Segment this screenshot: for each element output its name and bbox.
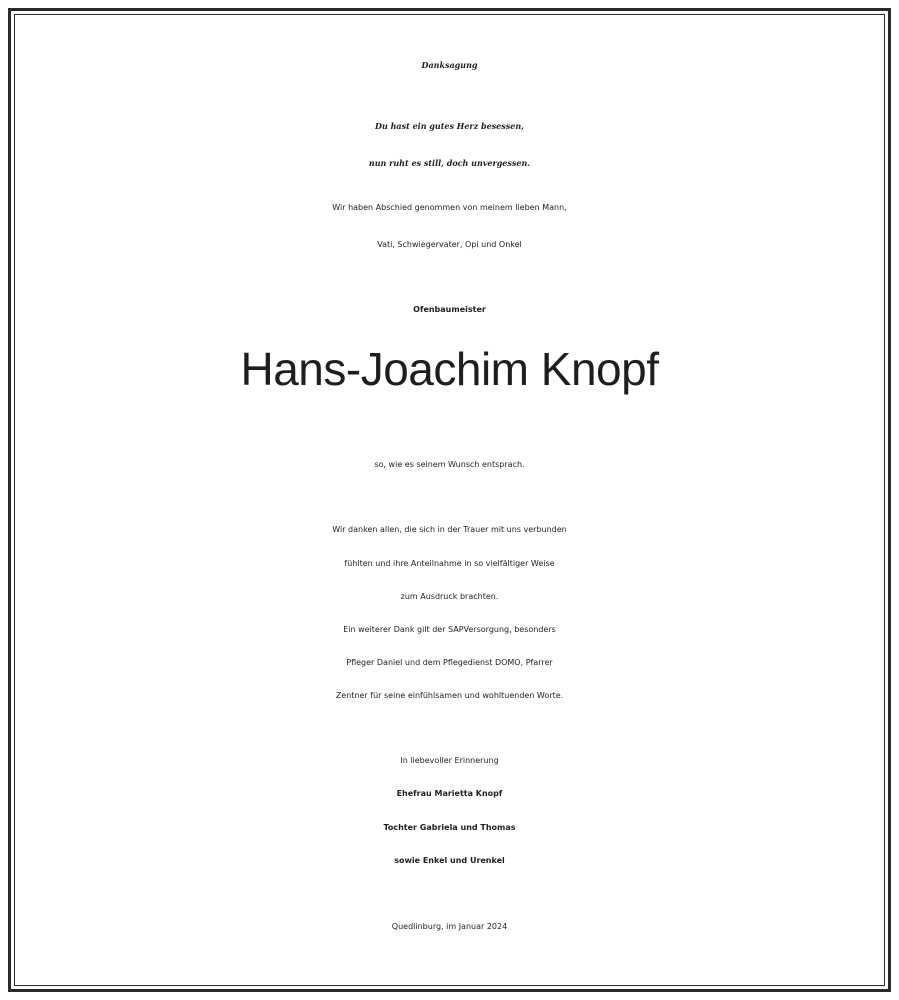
verse-line-1: Du hast ein gutes Herz besessen,: [375, 121, 524, 131]
mourner-line-2: Tochter Gabriela und Thomas: [383, 823, 516, 832]
wish-line: so, wie es seinem Wunsch entsprach.: [374, 460, 525, 469]
thanks-line-6: Zentner für seine einfühlsamen und wohltuenden Worte.: [335, 691, 564, 700]
thanks-line-2: fühlten und ihre Anteilnahme in so vielfältiger Weise: [344, 559, 555, 568]
intro-line-2: Vati, Schwiegervater, Opi und Onkel: [377, 240, 522, 249]
deceased-name: Hans-Joachim Knopf: [240, 343, 659, 395]
mourner-line-1: Ehefrau Marietta Knopf: [396, 789, 503, 798]
thanks-line-5: Pfleger Daniel und dem Pflegedienst DOMO, Pfarrer: [346, 658, 553, 667]
thanks-line-3: zum Ausdruck brachten.: [400, 592, 499, 601]
place-date: Quedlinburg, im Januar 2024: [391, 922, 508, 931]
thanks-line-1: Wir danken allen, die sich in der Trauer mit uns verbunden: [332, 525, 567, 534]
profession-title: Ofenbaumeister: [413, 305, 486, 314]
memory-intro: In liebevoller Erinnerung: [400, 756, 499, 765]
obituary-notice: [20, 0, 879, 1000]
notice-heading: Danksagung: [421, 60, 478, 70]
thanks-line-4: Ein weiterer Dank gilt der SAPVersorgung, besonders: [343, 625, 556, 634]
verse-line-2: nun ruht es still, doch unvergessen.: [368, 158, 531, 168]
mourner-line-3: sowie Enkel und Urenkel: [394, 856, 505, 865]
intro-line-1: Wir haben Abschied genommen von meinem lieben Mann,: [332, 203, 567, 212]
